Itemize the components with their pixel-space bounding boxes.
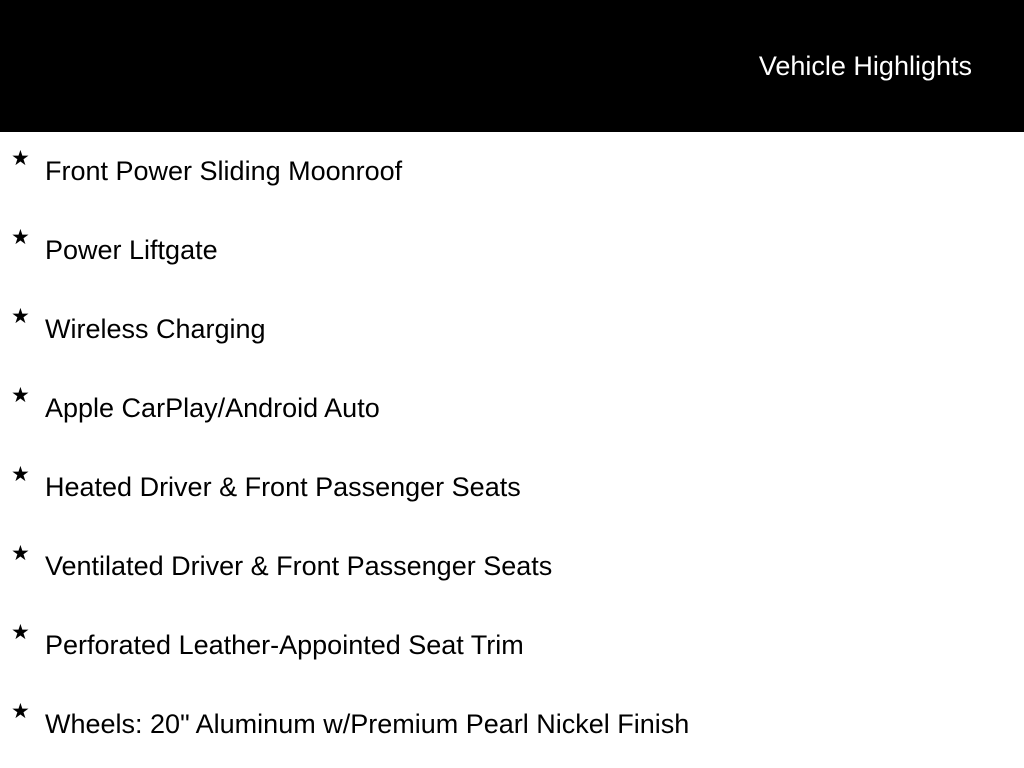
star-icon: ★ <box>11 699 30 723</box>
list-item <box>0 290 1024 344</box>
star-icon: ★ <box>11 462 30 486</box>
list-item <box>0 685 1024 739</box>
highlight-label: Perforated Leather-Appointed Seat Trim <box>45 630 524 660</box>
list-item <box>0 448 1024 502</box>
page-title: Vehicle Highlights <box>758 51 972 81</box>
highlight-label: Ventilated Driver & Front Passenger Seats <box>45 551 553 581</box>
star-icon: ★ <box>11 620 30 644</box>
list-item <box>0 369 1024 423</box>
highlight-label: Front Power Sliding Moonroof <box>45 156 403 186</box>
star-icon: ★ <box>11 304 30 328</box>
highlight-label: Power Liftgate <box>45 235 218 265</box>
star-icon: ★ <box>11 541 30 565</box>
list-item <box>0 132 1024 186</box>
header-bar <box>0 0 1024 132</box>
star-icon: ★ <box>11 146 30 170</box>
list-item <box>0 606 1024 660</box>
highlight-label: Wireless Charging <box>45 314 266 344</box>
list-item <box>0 527 1024 581</box>
highlight-label: Apple CarPlay/Android Auto <box>45 393 380 423</box>
star-icon: ★ <box>11 383 30 407</box>
highlight-label: Heated Driver & Front Passenger Seats <box>45 472 521 502</box>
highlight-label: Wheels: 20" Aluminum w/Premium Pearl Nickel Finish <box>45 709 690 739</box>
star-icon: ★ <box>11 225 30 249</box>
list-item <box>0 211 1024 265</box>
